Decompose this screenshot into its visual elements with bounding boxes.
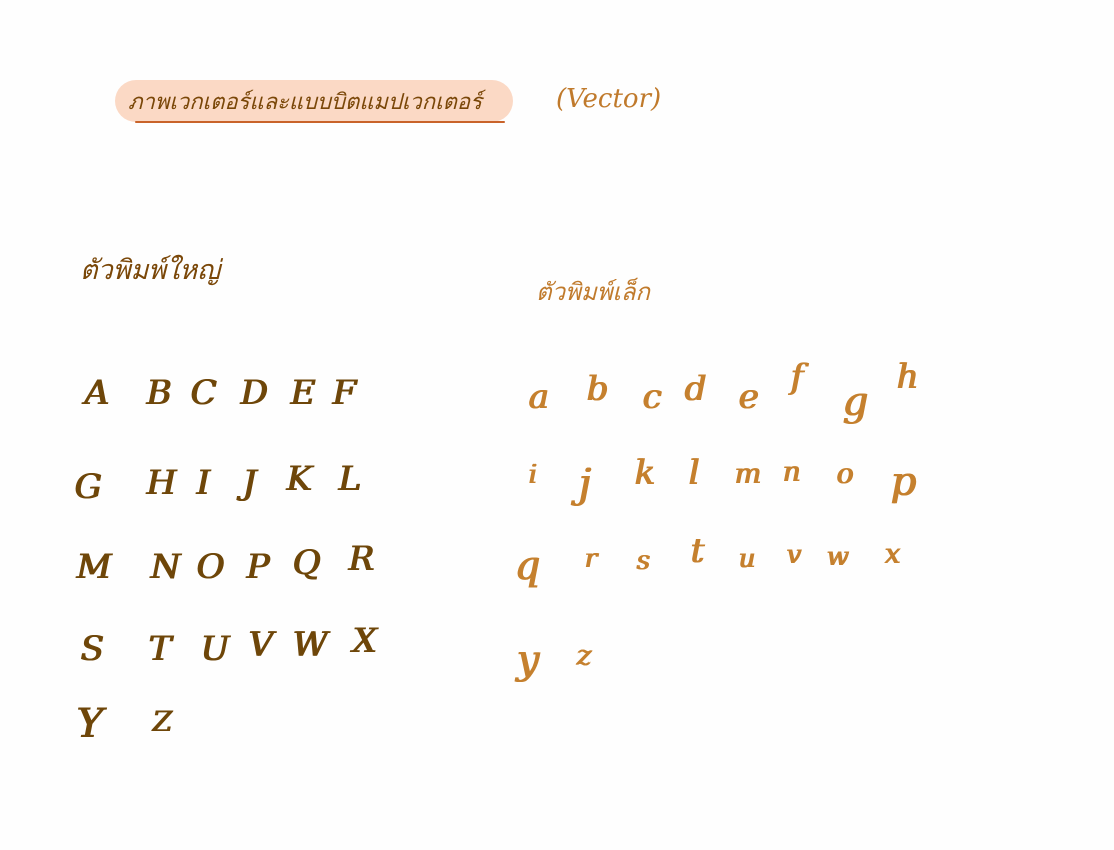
letter-lower: g (842, 379, 868, 425)
letter-lower: c (642, 377, 662, 417)
letter-lower: t (690, 531, 704, 571)
title-underline (135, 121, 505, 123)
letter-upper: F (332, 373, 356, 413)
letter-lower: b (586, 369, 608, 409)
letter-upper: B (146, 373, 171, 413)
letter-lower: k (634, 453, 655, 493)
letter-upper: Z (152, 705, 172, 738)
letter-lower: p (890, 459, 916, 505)
letter-upper: Q (292, 543, 320, 583)
letter-lower: v (786, 540, 801, 570)
letter-upper: Y (76, 701, 103, 747)
letter-upper: A (84, 373, 109, 413)
letter-lower: s (636, 546, 650, 576)
letter-lower: l (688, 453, 699, 493)
letter-upper: X (352, 621, 377, 661)
letter-upper: H (146, 463, 176, 503)
letter-lower: x (884, 537, 900, 570)
letter-lower: m (734, 457, 761, 490)
letter-upper: E (290, 373, 315, 413)
letter-lower: n (782, 455, 801, 488)
letter-upper: S (80, 629, 104, 669)
letter-lower: y (516, 637, 539, 683)
letter-lower: z (576, 639, 591, 672)
letter-lower: w (826, 542, 849, 572)
letter-lower: i (528, 460, 537, 490)
letter-upper: K (286, 459, 312, 499)
letter-upper: M (76, 547, 111, 587)
letter-upper: L (338, 459, 361, 499)
letter-upper: J (242, 463, 256, 503)
title-subtitle: (Vector) (556, 84, 662, 114)
letter-lower: h (896, 357, 918, 397)
letter-lower: o (836, 457, 853, 490)
letter-lower: a (528, 377, 549, 417)
letter-upper: O (196, 547, 224, 587)
letter-upper: W (292, 625, 327, 665)
uppercase-label: ตัวพิมพ์ใหญ่ (80, 255, 221, 286)
letter-upper: P (246, 547, 269, 587)
letter-lower: f (790, 357, 803, 397)
letter-upper: T (148, 629, 171, 669)
letter-lower: u (738, 544, 755, 574)
letter-upper: U (200, 629, 229, 669)
letter-upper: R (348, 539, 374, 579)
letter-lower: r (584, 544, 597, 574)
letter-lower: d (684, 369, 706, 409)
lowercase-label: ตัวพิมพ์เล็ก (536, 278, 650, 306)
letter-upper: V (248, 625, 273, 665)
letter-lower: j (578, 461, 591, 507)
letter-lower: e (738, 377, 759, 417)
letter-upper: G (74, 467, 102, 507)
letter-upper: D (240, 373, 268, 413)
letter-upper: N (150, 547, 180, 587)
page-title: ภาพเวกเตอร์และแบบบิตแมปเวกเตอร์ (128, 90, 482, 115)
letter-upper: I (196, 463, 210, 503)
letter-upper: C (190, 373, 217, 413)
letter-lower: q (514, 543, 540, 589)
